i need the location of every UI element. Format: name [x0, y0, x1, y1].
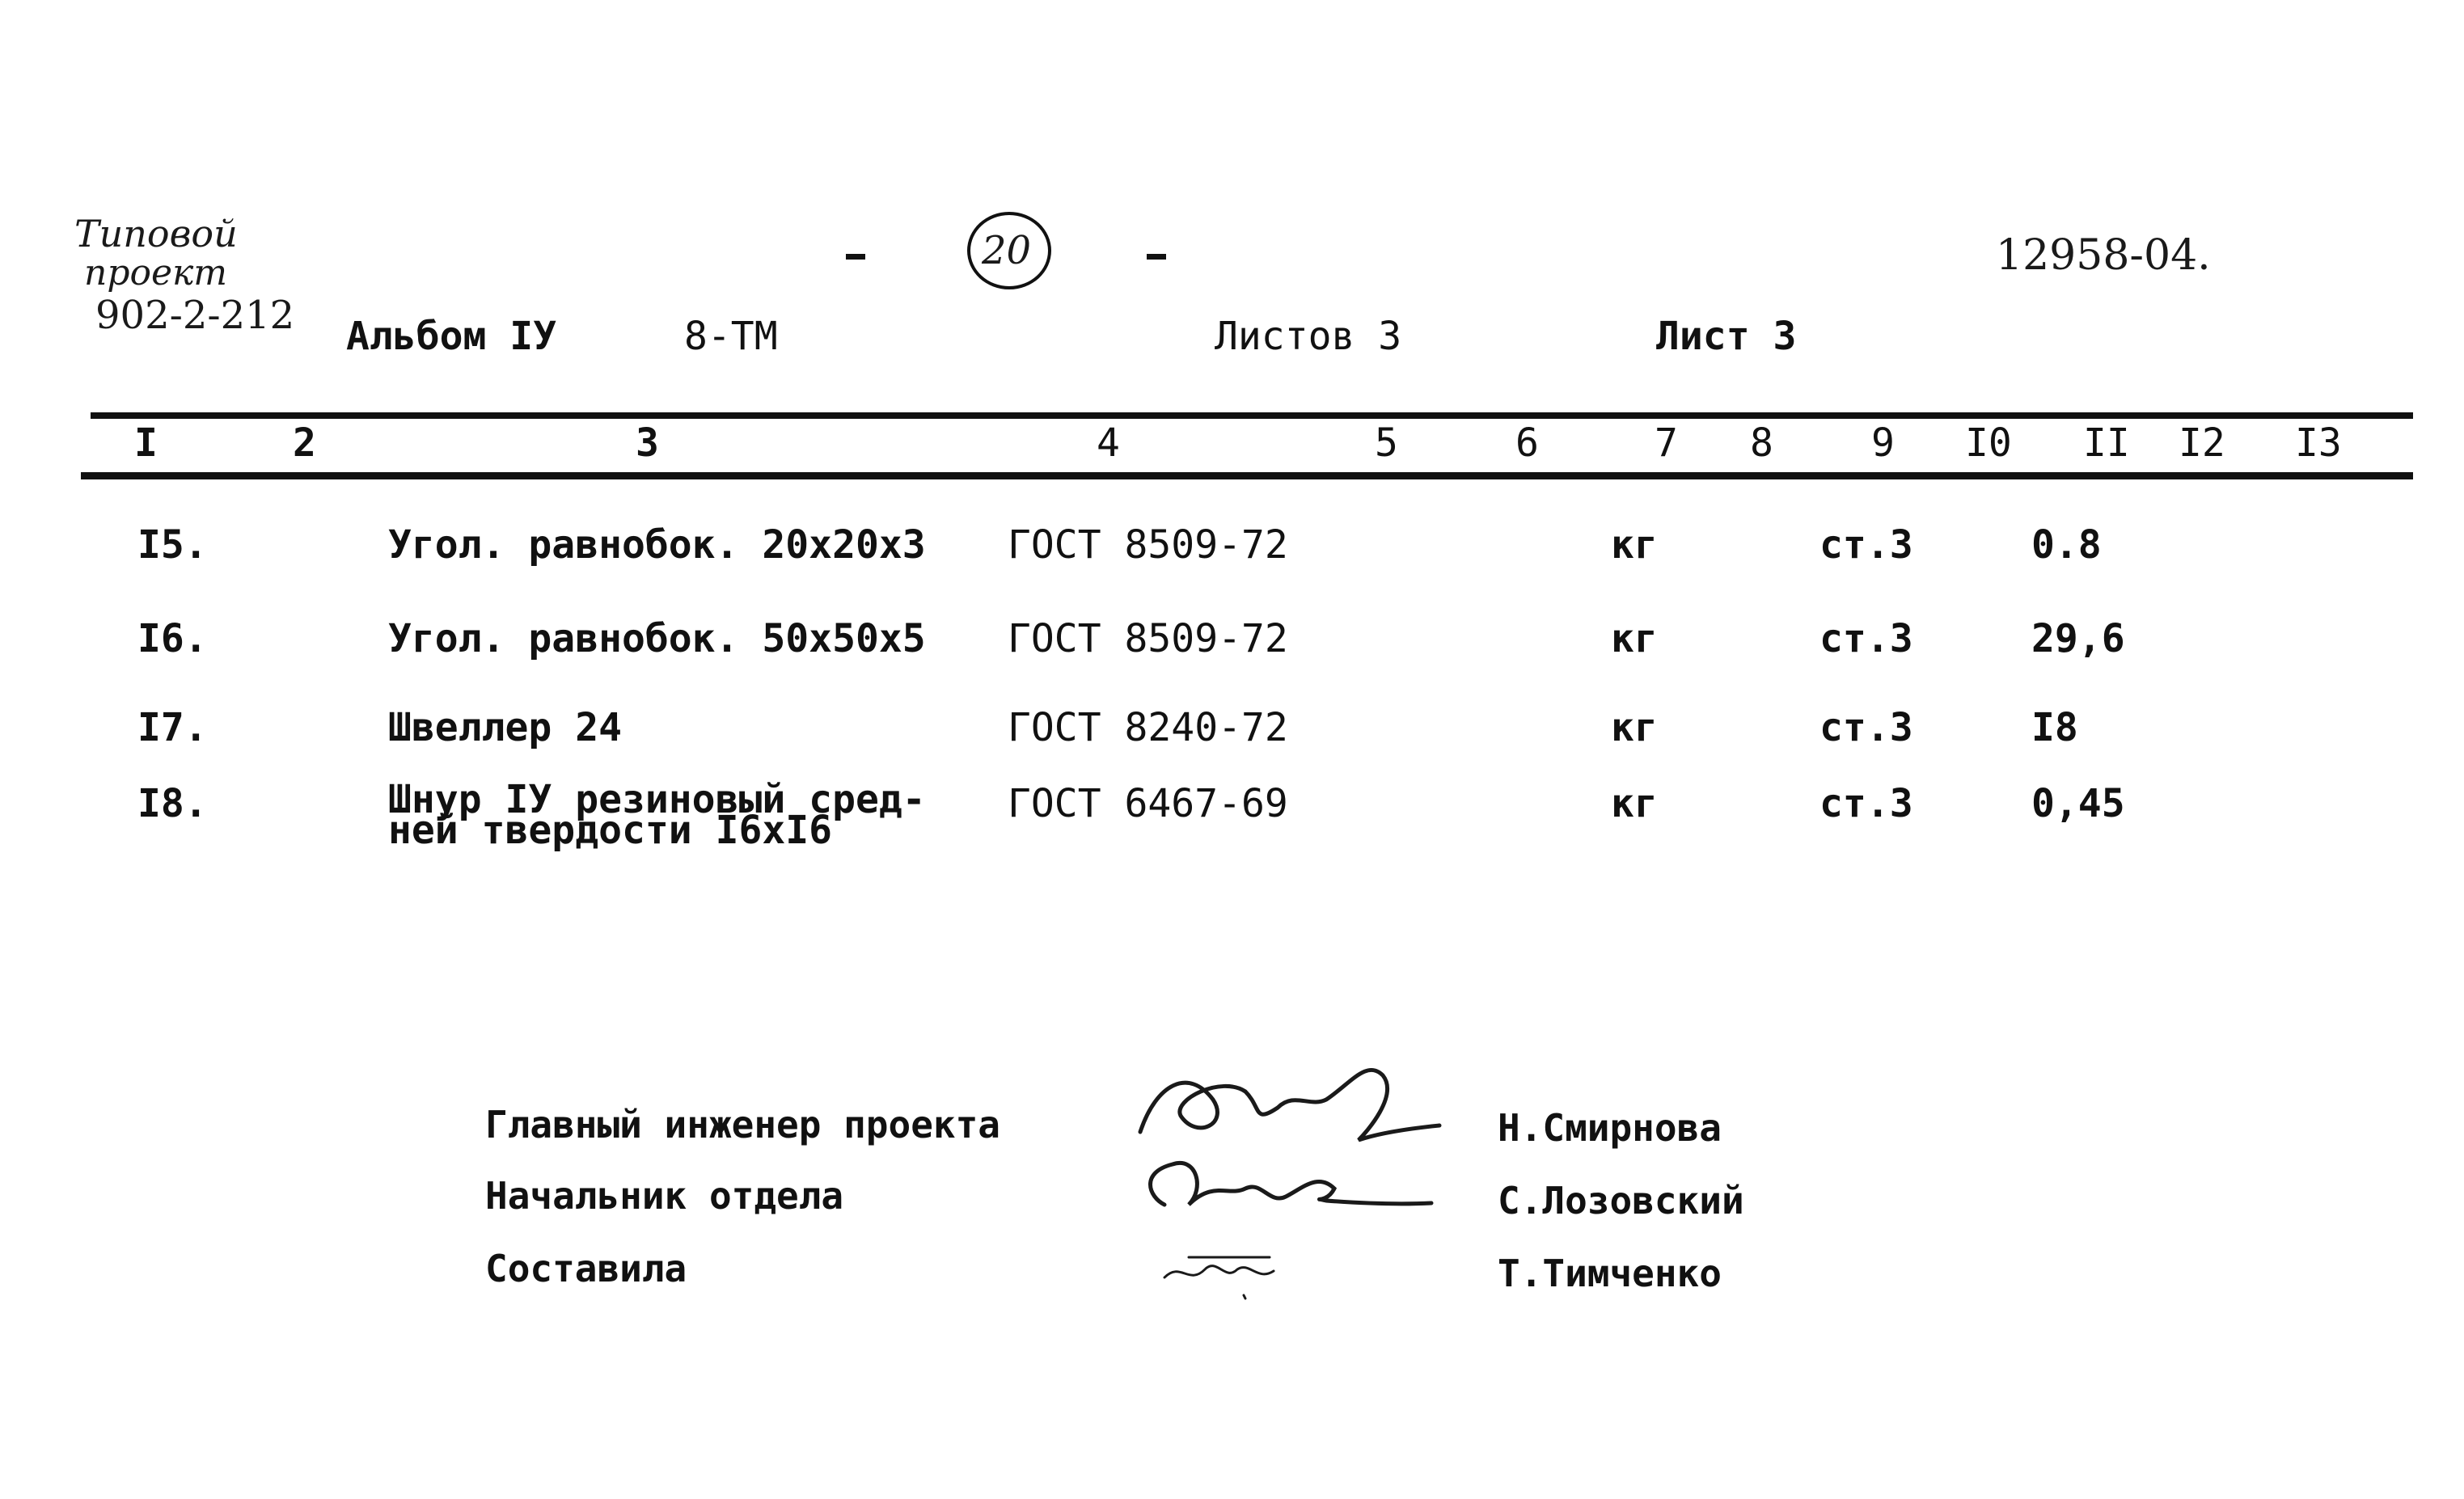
dash-left: [846, 254, 865, 260]
col-header-2: 2: [293, 420, 316, 466]
page-number: 20: [982, 228, 1032, 273]
table-row-material: ст.3: [1819, 781, 1913, 826]
document-number-handwritten: 12958-04.: [1996, 231, 2211, 280]
table-row-standard: ГОСТ 8240-72: [1008, 705, 1288, 750]
signature-name: С.Лозовский: [1498, 1179, 1744, 1222]
table-row-material: ст.3: [1819, 522, 1913, 568]
signature-name: Т.Тимченко: [1498, 1252, 1722, 1295]
table-row-number: I7.: [137, 705, 208, 750]
col-header-8: 8: [1750, 420, 1773, 466]
col-header-4: 4: [1097, 420, 1120, 466]
section-label: 8-ТМ: [684, 314, 778, 359]
project-number-handwritten: 902-2-212: [95, 293, 295, 338]
col-header-5: 5: [1375, 420, 1398, 466]
table-row-standard: ГОСТ 8509-72: [1008, 616, 1288, 661]
signature-role: Главный инженер проекта: [485, 1103, 1000, 1146]
signature-name: Н.Смирнова: [1498, 1106, 1722, 1150]
signature-scribble-2: [1116, 1140, 1439, 1229]
page-number-circle: [967, 212, 1051, 289]
table-row-number: I8.: [137, 781, 208, 826]
sheet-number: Лист 3: [1656, 314, 1797, 359]
table-row-unit: кг: [1611, 705, 1658, 750]
table-row-number: I6.: [137, 616, 208, 661]
table-row-standard: ГОСТ 6467-69: [1008, 781, 1288, 826]
col-header-3: 3: [636, 420, 659, 466]
col-header-12: I2: [2179, 420, 2225, 466]
table-row-number: I5.: [137, 522, 208, 568]
table-row-unit: кг: [1611, 781, 1658, 826]
table-row-standard: ГОСТ 8509-72: [1008, 522, 1288, 568]
sheets-total: Листов 3: [1215, 314, 1402, 359]
table-row-unit: кг: [1611, 616, 1658, 661]
table-row-quantity: I8: [2031, 705, 2078, 750]
table-row-quantity: 0.8: [2031, 522, 2102, 568]
table-row-quantity: 29,6: [2031, 616, 2125, 661]
table-row-quantity: 0,45: [2031, 781, 2125, 826]
project-type-handwritten: Типовой: [74, 212, 238, 255]
col-header-11: II: [2083, 420, 2130, 466]
col-header-9: 9: [1871, 420, 1895, 466]
col-header-10: I0: [1965, 420, 2012, 466]
project-word-handwritten: проект: [84, 252, 228, 293]
table-row-name: Швеллер 24: [388, 705, 622, 750]
table-row-name: Угол. равнобок. 50x50x5: [388, 616, 926, 661]
table-row-unit: кг: [1611, 522, 1658, 568]
signature-role: Составила: [485, 1247, 687, 1290]
table-row-material: ст.3: [1819, 616, 1913, 661]
signature-scribble-3: [1156, 1237, 1294, 1302]
table-top-rule: [91, 412, 2413, 419]
col-header-13: I3: [2295, 420, 2342, 466]
table-row-material: ст.3: [1819, 705, 1913, 750]
table-row-name: Шнур IУ резиновый сред- ней твердости I6xI6: [388, 777, 926, 853]
table-header-bottom-rule: [81, 472, 2413, 479]
col-header-7: 7: [1655, 420, 1678, 466]
signature-role: Начальник отдела: [485, 1174, 844, 1218]
album-label: Альбом IУ: [346, 314, 557, 359]
dash-right: [1147, 254, 1166, 260]
col-header-1: I: [134, 420, 158, 466]
table-row-name: Угол. равнобок. 20x20x3: [388, 522, 926, 568]
col-header-6: 6: [1515, 420, 1539, 466]
